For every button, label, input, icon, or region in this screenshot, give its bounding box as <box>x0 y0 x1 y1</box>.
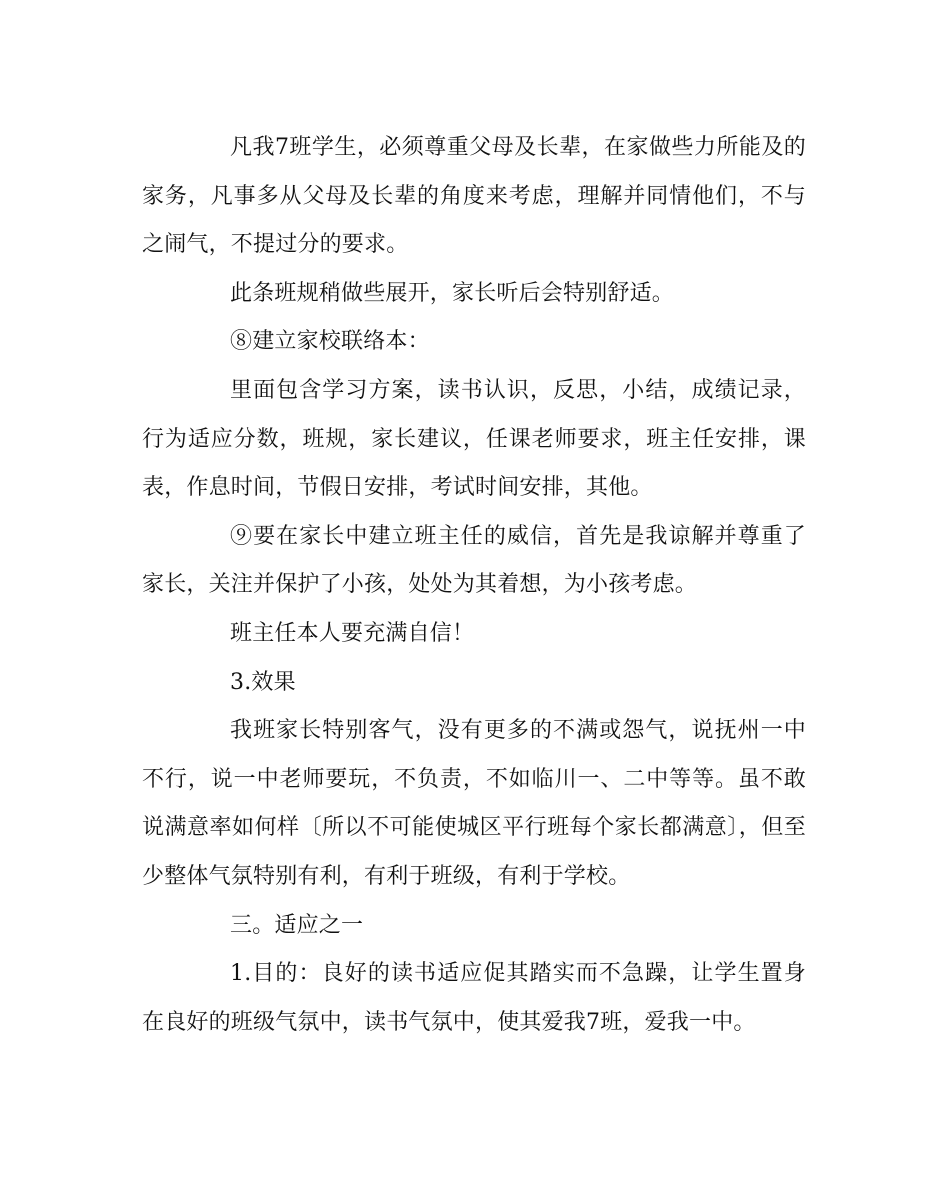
section-heading-habits: 三。适应之一 <box>230 912 364 938</box>
paragraph-contact-book-heading: ⑧建立家校联络本： <box>230 329 430 355</box>
paragraph-effect-description: 我班家长特别客气，没有更多的不满或怨气，说抚州一中不行，说一中老师要玩，不负责，不如临川一、二中等等。虽不敢说满意率如何样〔所以不可能使城区平行班每个家长都满意〕，但至少整体气氛特别有利，有利于班级，有利于学校。 <box>142 718 806 889</box>
paragraph-respect-parents: 凡我7班学生，必须尊重父母及长辈，在家做些力所能及的家务，凡事多从父母及长辈的角度来考虑，理解并同情他们，不与之闹气，不提过分的要求。 <box>142 135 806 258</box>
paragraph-teacher-prestige: ⑨要在家长中建立班主任的威信，首先是我谅解并尊重了家长，关注并保护了小孩，处处为其着想，为小孩考虑。 <box>142 523 806 598</box>
document-page <box>142 124 806 1047</box>
section-heading-effect: 3.效果 <box>230 669 296 695</box>
paragraph-rule-explanation: 此条班规稍做些展开，家长听后会特别舒适。 <box>230 280 675 306</box>
paragraph-self-confidence: 班主任本人要充满自信！ <box>230 620 475 646</box>
paragraph-purpose: 1.目的：良好的读书适应促其踏实而不急躁，让学生置身在良好的班级气氛中，读书气氛中，使其爱我7班，爱我一中。 <box>142 961 806 1035</box>
paragraph-contact-book-contents: 里面包含学习方案，读书认识，反思，小结，成绩记录，行为适应分数，班规，家长建议，任课老师要求，班主任安排，课表，作息时间，节假日安排，考试时间安排，其他。 <box>142 377 806 501</box>
